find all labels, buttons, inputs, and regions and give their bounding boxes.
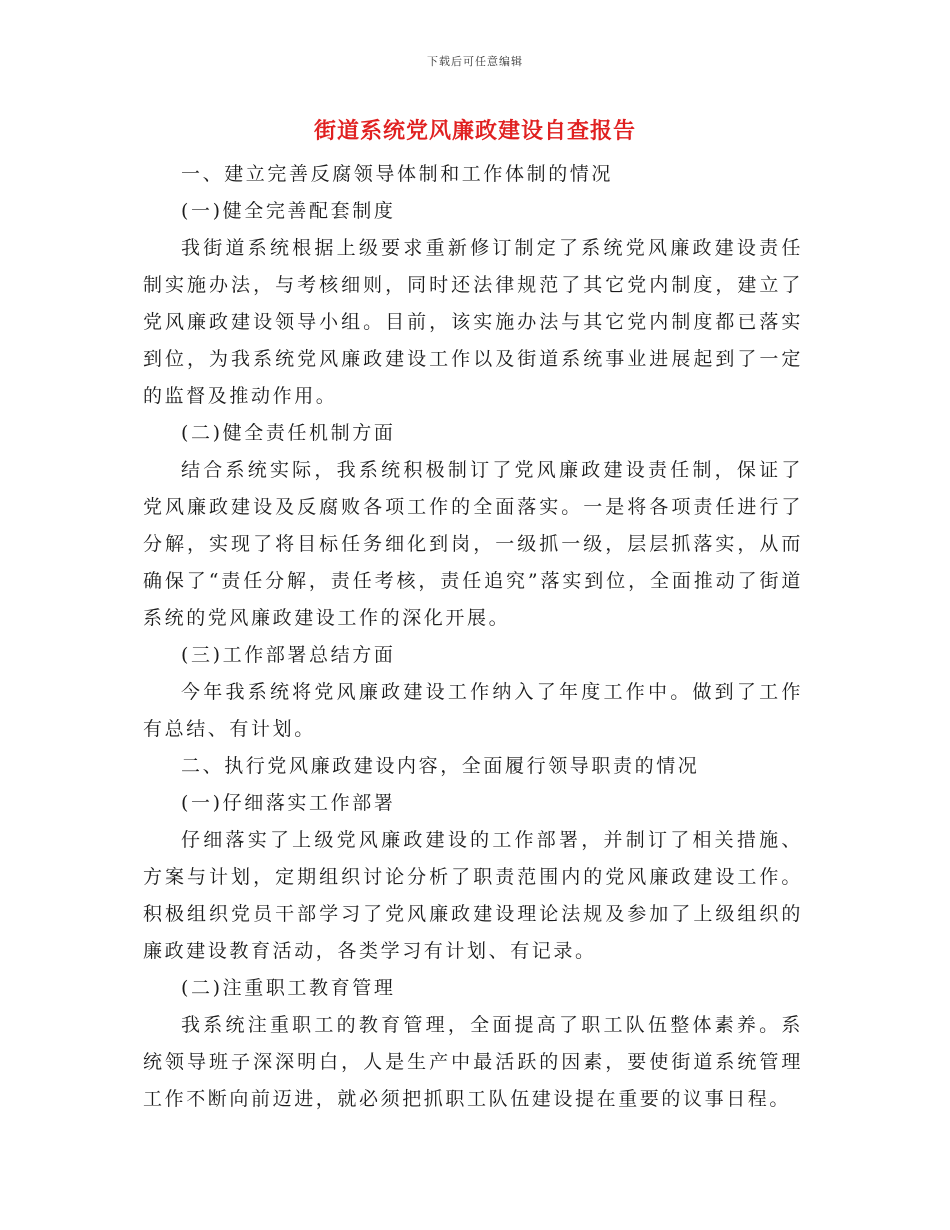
body-paragraph: 结合系统实际，我系统积极制订了党风廉政建设责任制，保证了党风廉政建设及反腐败各项工作的全面落实。一是将各项责任进行了分解，实现了将目标任务细化到岗，一级抓一级，层层抓落实，从而确保了“责任分解，责任考核，责任追究”落实到位，全面推动了街道系统的党风廉政建设工作的深化开展。 xyxy=(143,459,803,629)
document-body xyxy=(143,156,803,1118)
header-note: 下载后可任意编辑 xyxy=(427,55,523,68)
subsection-heading: (三)工作部署总结方面 xyxy=(181,644,396,666)
body-paragraph: 我系统注重职工的教育管理，全面提高了职工队伍整体素养。系统领导班子深深明白，人是生产中最活跃的因素，要使街道系统管理工作不断向前迈进，就必须把抓职工队伍建设提在重要的议事日程。 xyxy=(143,1014,803,1110)
body-paragraph: 今年我系统将党风廉政建设工作纳入了年度工作中。做到了工作有总结、有计划。 xyxy=(143,681,803,740)
subsection-heading: (二)注重职工教育管理 xyxy=(181,977,396,999)
section-heading: 二、执行党风廉政建设内容，全面履行领导职责的情况 xyxy=(181,755,700,777)
body-paragraph: 我街道系统根据上级要求重新修订制定了系统党风廉政建设责任制实施办法，与考核细则，同时还法律规范了其它党内制度，建立了党风廉政建设领导小组。目前，该实施办法与其它党内制度都已落实到位，为我系统党风廉政建设工作以及街道系统事业进展起到了一定的监督及推动作用。 xyxy=(143,237,803,407)
body-paragraph: 仔细落实了上级党风廉政建设的工作部署，并制订了相关措施、方案与计划，定期组织讨论分析了职责范围内的党风廉政建设工作。积极组织党员干部学习了党风廉政建设理论法规及参加了上级组织的廉政建设教育活动，各类学习有计划、有记录。 xyxy=(143,829,803,962)
section-heading: 一、建立完善反腐领导体制和工作体制的情况 xyxy=(181,163,614,185)
subsection-heading: (一)仔细落实工作部署 xyxy=(181,792,396,814)
document-title: 街道系统党风廉政建设自查报告 xyxy=(313,118,636,144)
subsection-heading: (一)健全完善配套制度 xyxy=(181,200,396,222)
subsection-heading: (二)健全责任机制方面 xyxy=(181,422,396,444)
